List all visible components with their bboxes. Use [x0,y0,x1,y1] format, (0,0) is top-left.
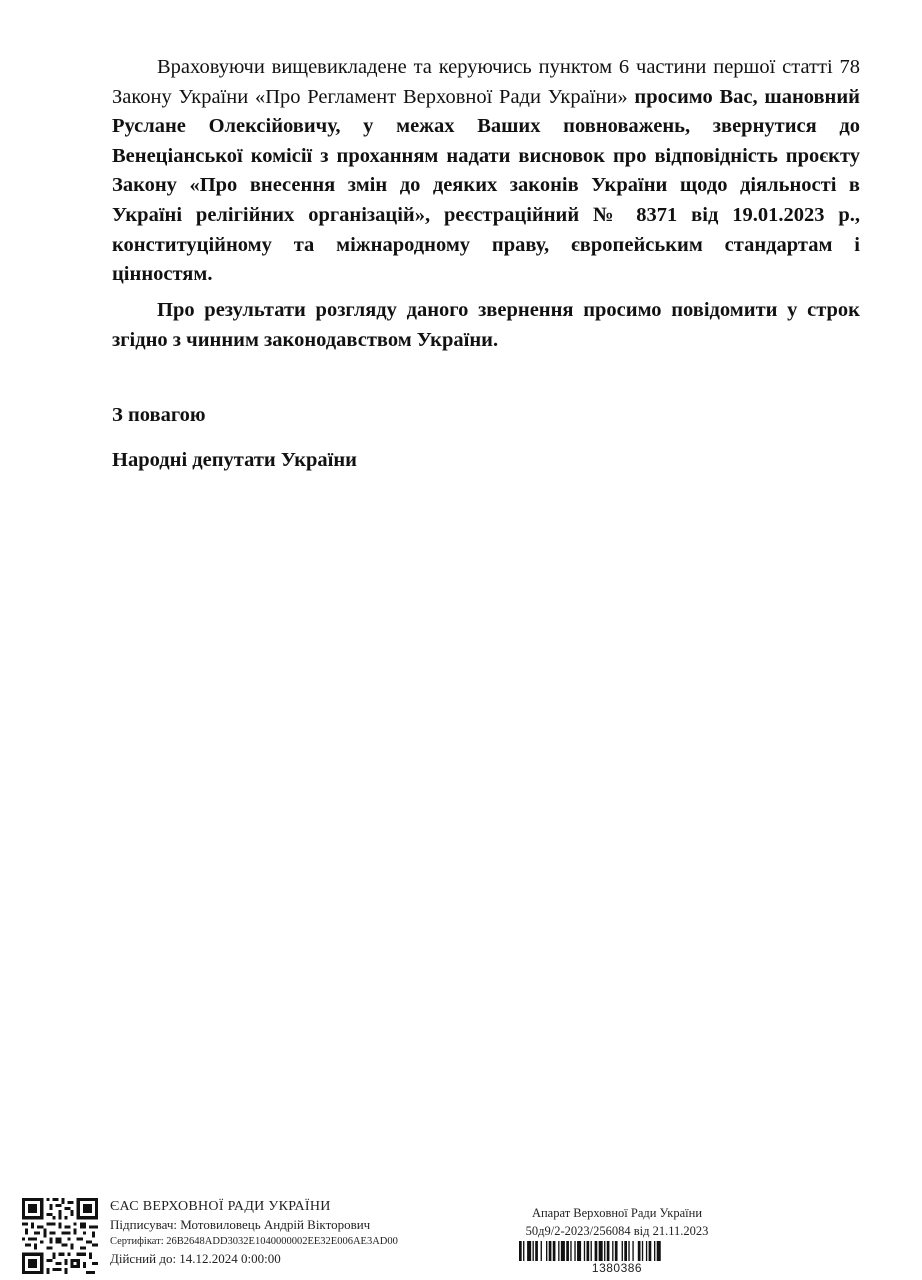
eas-title: ЄАС ВЕРХОВНОЇ РАДИ УКРАЇНИ [110,1199,331,1214]
request-intro-text: Враховуючи вищевикладене та керуючись пунктом 6 частини першої статті 78 Закону України «Про Регламент Верховної Ради України» [112,56,860,108]
certificate-line: Сертифікат: 26B2648ADD3032E1040000002EE32E006AE3AD00 [110,1236,398,1247]
request-bold-text: просимо Вас, шановний Руслане Олексійовичу, у межах Ваших повноважень, звернутися до Венеціанської комісії з проханням надати висновок про відповідність проєкту Закону «Про внесення змін до деяких законів України щодо діяльності в Україні релігійних організацій», реєстраційний № 8371 від 19.01.2023 р., конституційному та міжнародному праву, європейським стандартам і цінностям. [112,85,860,286]
qr-code-icon [22,1198,98,1274]
stamp-organization: Апарат Верховної Ради України [531,1206,703,1220]
barcode-icon [517,1241,717,1261]
valid-until-line: Дійсний до: 14.12.2024 0:00:00 [110,1251,281,1266]
registration-stamp [510,1204,724,1275]
notification-paragraph [112,296,860,355]
request-paragraph [112,53,860,290]
barcode-number: 1380386 [591,1261,643,1275]
electronic-signature-block [110,1198,398,1268]
signer-line: Підписувач: Мотовиловець Андрій Вікторович [110,1217,371,1232]
signatories-line: Народні депутати України [112,449,357,471]
stamp-registration-number: 50д9/2-2023/256084 від 21.11.2023 [525,1224,709,1238]
closing-salutation: З повагою [112,404,206,426]
notification-text: Про результати розгляду даного звернення просимо повідомити у строк згідно з чинним законодавством України. [112,299,860,351]
